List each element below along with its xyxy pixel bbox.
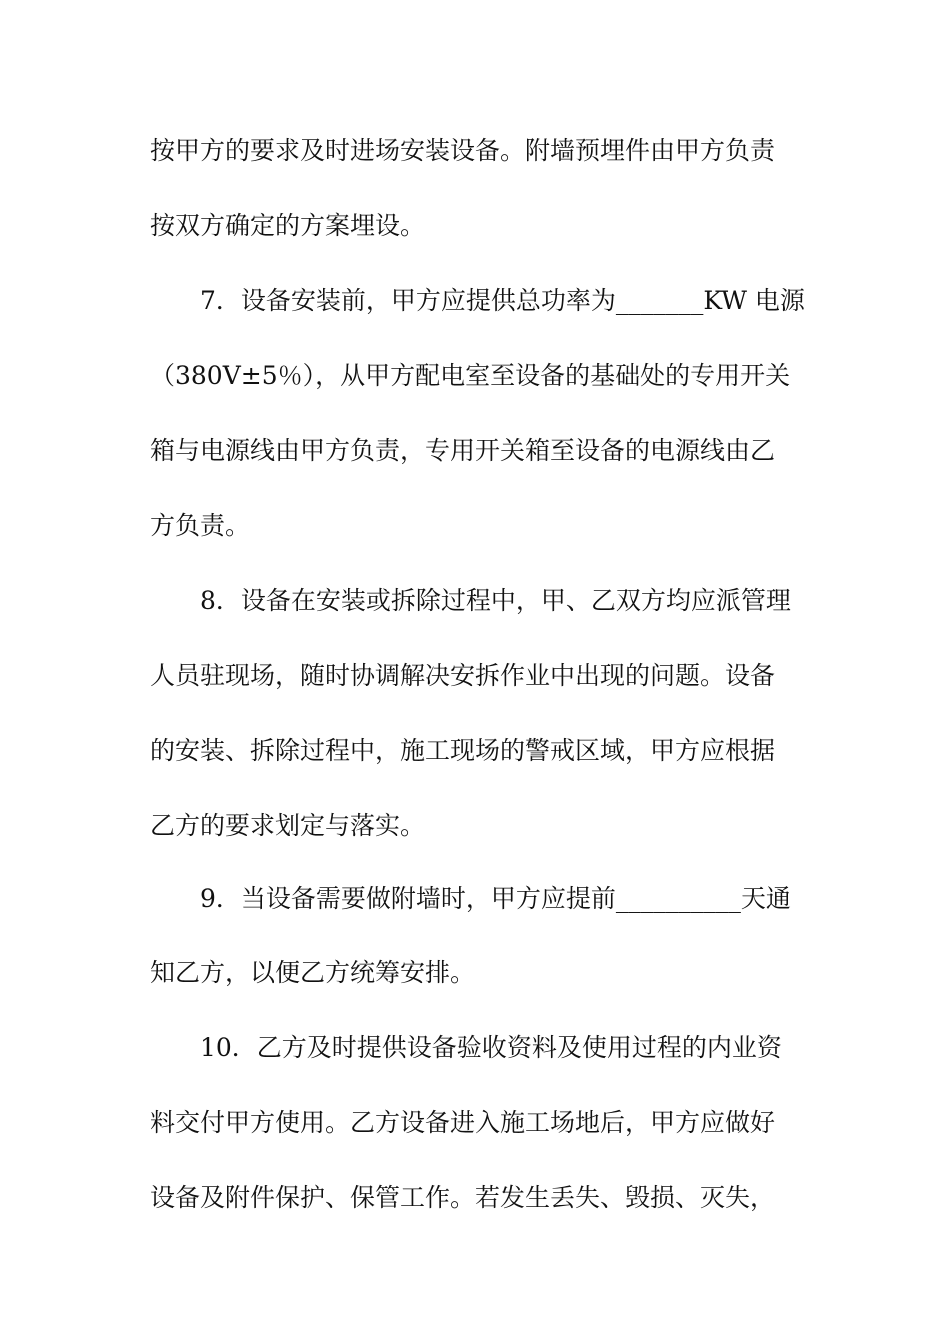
- paragraph-line: 箱与电源线由甲方负责，专用开关箱至设备的电源线由乙: [150, 436, 776, 465]
- paragraph-line: 的安装、拆除过程中，施工现场的警戒区域，甲方应根据: [150, 736, 776, 765]
- paragraph-line: 按双方确定的方案埋设。: [150, 211, 426, 240]
- paragraph-line: 设备及附件保护、保管工作。若发生丢失、毁损、灭失，: [150, 1183, 776, 1212]
- paragraph-line: 按甲方的要求及时进场安装设备。附墙预埋件由甲方负责: [150, 136, 776, 165]
- paragraph-line: 料交付甲方使用。乙方设备进入施工场地后，甲方应做好: [150, 1108, 776, 1137]
- clause-8-line: 8．设备在安装或拆除过程中，甲、乙双方均应派管理: [200, 586, 791, 615]
- clause-10-line: 10．乙方及时提供设备验收资料及使用过程的内业资: [200, 1033, 782, 1062]
- paragraph-line: 乙方的要求划定与落实。: [150, 811, 426, 840]
- paragraph-line: 方负责。: [150, 511, 251, 540]
- paragraph-line: 人员驻现场，随时协调解决安拆作业中出现的问题。设备: [150, 661, 776, 690]
- paragraph-line: 知乙方，以便乙方统筹安排。: [150, 958, 476, 987]
- paragraph-line: （380V±5％），从甲方配电室至设备的基础处的专用开关: [150, 361, 791, 390]
- clause-7-line: 7．设备安装前，甲方应提供总功率为_______KW 电源: [200, 286, 805, 315]
- clause-9-line: 9．当设备需要做附墙时，甲方应提前__________天通: [200, 884, 791, 913]
